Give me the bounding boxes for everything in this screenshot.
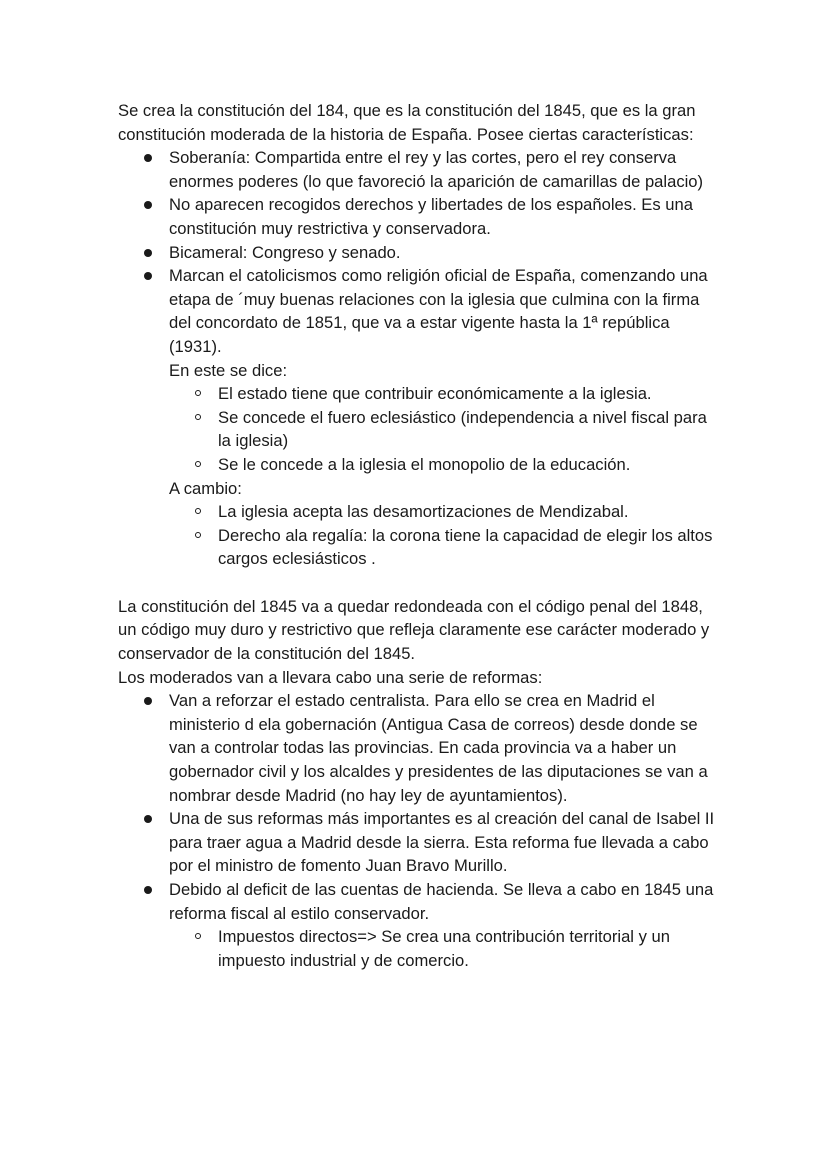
- document-body: [118, 99, 718, 972]
- penal-code-paragraph: La constitución del 1845 va a quedar redondeada con el código penal del 1848, un código muy duro y restrictivo que refleja claramente ese carácter moderado y conservador de la constitución del 1845.: [118, 596, 710, 664]
- feature-item-catholicism: Marcan el catolicismos como religión oficial de España, comenzando una etapa de ´muy buenas relaciones con la iglesia que culmina con la firma del concordato de 1851, que va a estar vigente hasta la 1ª república (1931).: [118, 264, 718, 358]
- feature-item-sovereignty: Soberanía: Compartida entre el rey y las cortes, pero el rey conserva enormes poderes (lo que favoreció la aparición de camarillas de palacio): [118, 146, 718, 193]
- concordat-says-list: [118, 382, 718, 476]
- concordat-exchange-item: Derecho ala regalía: la corona tiene la capacidad de elegir los altos cargos eclesiásticos .: [118, 524, 718, 571]
- reform-item-fiscal: Debido al deficit de las cuentas de hacienda. Se lleva a cabo en 1845 una reforma fiscal al estilo conservador.: [118, 878, 718, 925]
- concordat-exchange-item: La iglesia acepta las desamortizaciones de Mendizabal.: [118, 500, 718, 524]
- reform-item-canal: Una de sus reformas más importantes es al creación del canal de Isabel II para traer agua a Madrid desde la sierra. Esta reforma fue llevada a cabo por el ministro de fomento Juan Bravo Murillo.: [118, 807, 718, 878]
- paragraph-gap: [118, 571, 718, 595]
- concordat-says-item: El estado tiene que contribuir económicamente a la iglesia.: [118, 382, 718, 406]
- features-list: [118, 146, 718, 358]
- feature-item-bicameral: Bicameral: Congreso y senado.: [118, 241, 718, 265]
- concordat-says-label: En este se dice:: [169, 360, 288, 380]
- intro-paragraph: Se crea la constitución del 184, que es la constitución del 1845, que es la gran constitución moderada de la historia de España. Posee ciertas características:: [118, 101, 696, 144]
- concordat-says-item: Se concede el fuero eclesiástico (independencia a nivel fiscal para la iglesia): [118, 406, 718, 453]
- concordat-says-item: Se le concede a la iglesia el monopolio de la educación.: [118, 453, 718, 477]
- reforms-intro: Los moderados van a llevara cabo una serie de reformas:: [118, 667, 543, 687]
- concordat-exchange-label: A cambio:: [169, 478, 242, 498]
- tax-item: Impuestos directos=> Se crea una contribución territorial y un impuesto industrial y de comercio.: [118, 925, 718, 972]
- reform-item-centralism: Van a reforzar el estado centralista. Para ello se crea en Madrid el ministerio d ela gobernación (Antigua Casa de correos) desde donde se van a controlar todas las provincias. En cada provincia va a haber un gobernador civil y los alcaldes y presidentes de las diputaciones se van a nombrar desde Madrid (no hay ley de ayuntamientos).: [118, 689, 718, 807]
- feature-item-rights: No aparecen recogidos derechos y libertades de los españoles. Es una constitución muy restrictiva y conservadora.: [118, 193, 718, 240]
- concordat-exchange-list: [118, 500, 718, 571]
- reforms-list: [118, 689, 718, 925]
- tax-list: [118, 925, 718, 972]
